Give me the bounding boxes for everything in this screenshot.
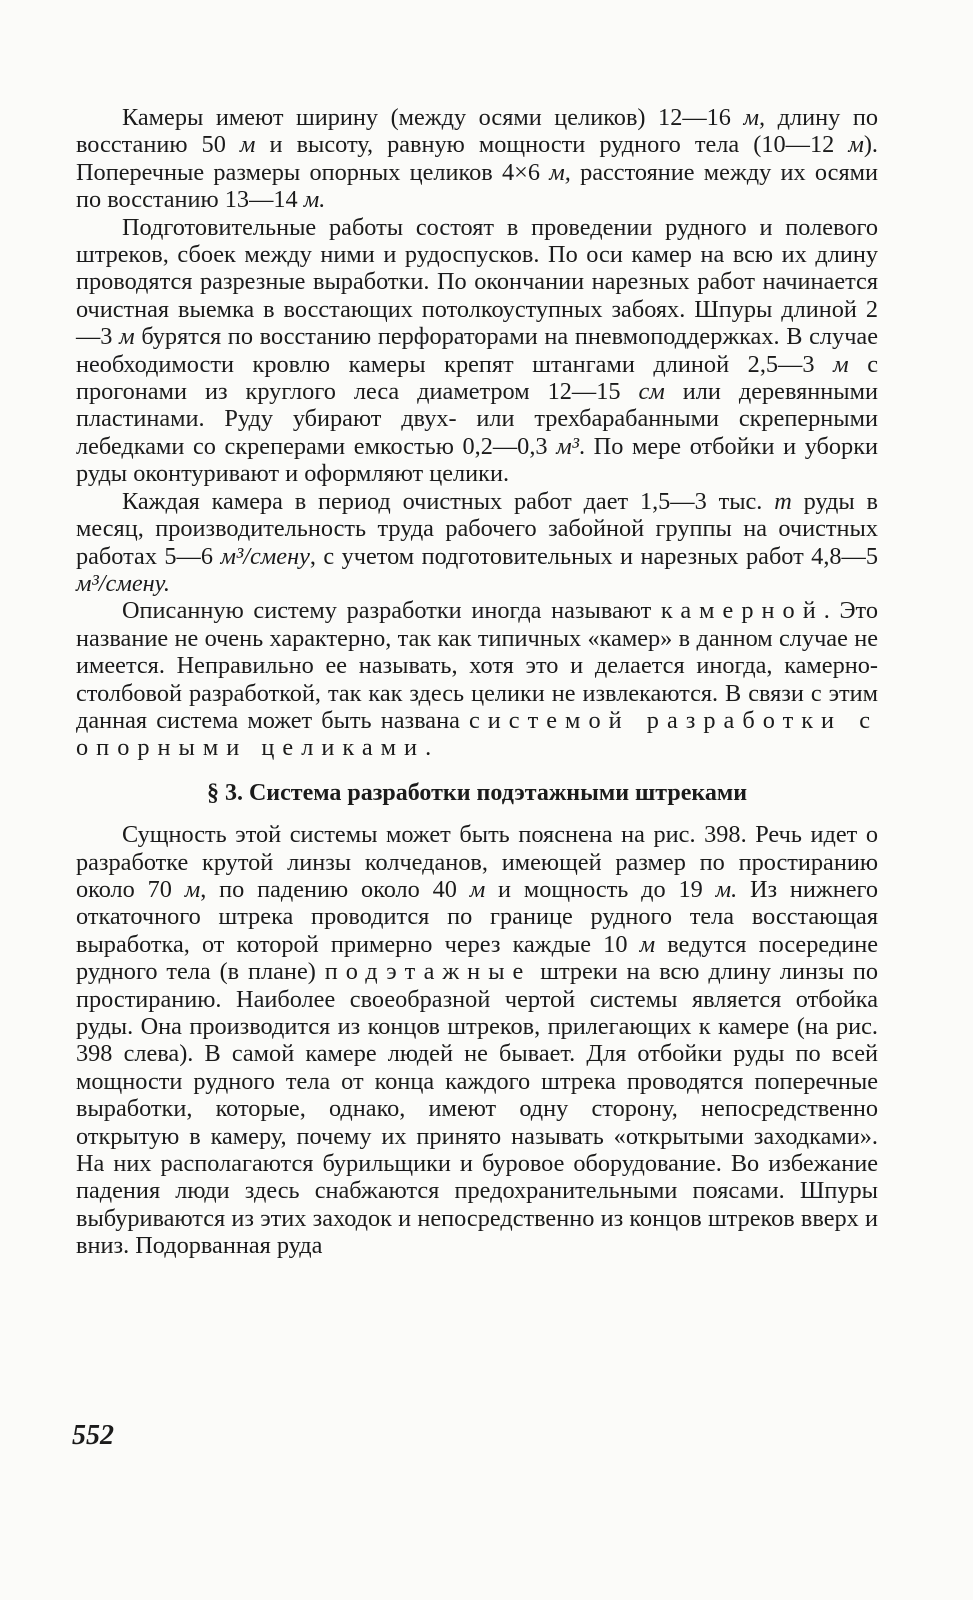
paragraph [76, 597, 878, 761]
text-run: ). Поперечные размеры опорных целиков 4×6 [76, 131, 878, 186]
page-number: 552 [72, 1420, 114, 1451]
italic-unit: м [833, 350, 849, 378]
text-run: , с учетом подготовительных и нарезных работ 4,8—5 [309, 542, 879, 570]
text-run: и высоту, равную мощности рудного тела (10—12 [255, 131, 849, 159]
italic-unit: м [184, 875, 201, 903]
italic-unit: м [469, 875, 486, 903]
text-run: с прогонами из круглого леса диаметром 12—15 [76, 350, 878, 406]
spaced-term: камерной [660, 597, 824, 625]
text-run: Подготовительные работы состоят в проведении рудного и полевого штреков, сбоек между ними и рудоспусков. По оси камер на всю их длину проводятся разрезные выработки. По окончании нарезных работ начинается очистная выемка в восстающих потолкоуступных забоях. Шпуры длиной 2—3 [76, 213, 878, 351]
italic-unit: м³ [556, 432, 579, 460]
italic-unit: м³/смену [220, 542, 310, 570]
text-run: руды в месяц, производительность труда рабочего забойной группы на очистных работах 5—6 [76, 487, 878, 570]
spaced-term: системой разработки с опорными целиками [76, 706, 878, 762]
text-run: длину по восстанию 50 [76, 104, 878, 159]
text-run: ведутся посередине рудного тела (в плане) [76, 930, 878, 986]
section-heading: § 3. Система разработки подэтажными штреками [206, 779, 748, 806]
body-text [76, 104, 878, 1260]
text-run: , по падению около 40 [200, 875, 470, 903]
spaced-term: подэтажные [324, 958, 532, 986]
paragraph [76, 214, 878, 488]
italic-unit: м [639, 930, 656, 958]
text-run: бурятся по восстанию перфораторами на пневмоподдержках. В случае необходимости кровлю камеры крепят штангами длиной 2,5—3 [76, 323, 878, 378]
italic-unit: м³/смену. [76, 569, 170, 597]
text-run: Камеры имеют ширину (между осями целиков) 12—16 [122, 104, 744, 131]
italic-unit: м [119, 323, 135, 351]
text-run: расстояние между их осями по восстанию 13—14 [76, 158, 878, 214]
italic-unit: м. [303, 186, 326, 214]
italic-unit: м [848, 131, 864, 159]
paragraph [76, 821, 878, 1260]
text-run: . По мере отбойки и уборки руды оконтуривают и оформляют целики. [76, 432, 878, 488]
text-run: . Это название не очень характерно, так как типичных «камер» в данном случае не имеется. Неправильно ее называть, хотя это и делается иногда, камерно-столбовой разработкой, так как здесь целики не извлекаются. В связи с этим данная система может быть названа [76, 597, 878, 734]
paragraph [76, 488, 878, 598]
italic-unit: см [638, 378, 665, 406]
text-run: Сущность этой системы может быть пояснена на рис. 398. Речь идет о разработке крутой линзы колчеданов, имеющей размер по простиранию около 70 [76, 821, 878, 903]
text-run: Из нижнего откаточного штрека проводится по границе рудного тела восстающая выработка, от которой примерно через каждые 10 [76, 875, 879, 958]
text-run: штреки на всю длину линзы по простиранию. Наиболее своеобразной чертой системы является отбойка руды. Она производится из концов штреков, прилегающих к камере (на рис. 398 слева). В самой камере людей не бывает. Для отбойки руды по всей мощности рудного тела от конца каждого штрека проводятся поперечные выработки, которые, однако, имеют одну сторону, непосредственно открытую в камеру, почему их принято называть «открытыми заходками». На них располагаются бурильщики и буровое оборудование. Во избежание падения люди здесь снабжаются предохранительными поясами. Шпуры выбуриваются из этих заходок и непосредственно из концов штреков вверх и вниз. Подорванная руда [76, 958, 878, 1260]
text-run: или деревянными пластинами. Руду убирают двух- или трехбарабанными скреперными лебедками со скреперами емкостью 0,2—0,3 [76, 378, 878, 460]
top-paragraphs [76, 104, 878, 762]
bottom-paragraphs [76, 821, 878, 1260]
italic-unit: м, [743, 104, 766, 131]
text-run: и мощность до 19 [485, 875, 716, 903]
italic-unit: т [774, 487, 792, 515]
italic-unit: м [239, 131, 256, 159]
text-run: . [425, 734, 432, 762]
italic-unit: м. [715, 875, 738, 903]
text-run: Описанную систему разработки иногда называют [122, 597, 661, 625]
paragraph [76, 104, 878, 214]
text-run: Каждая камера в период очистных работ дает 1,5—3 тыс. [122, 487, 775, 515]
italic-unit: м, [549, 158, 571, 186]
